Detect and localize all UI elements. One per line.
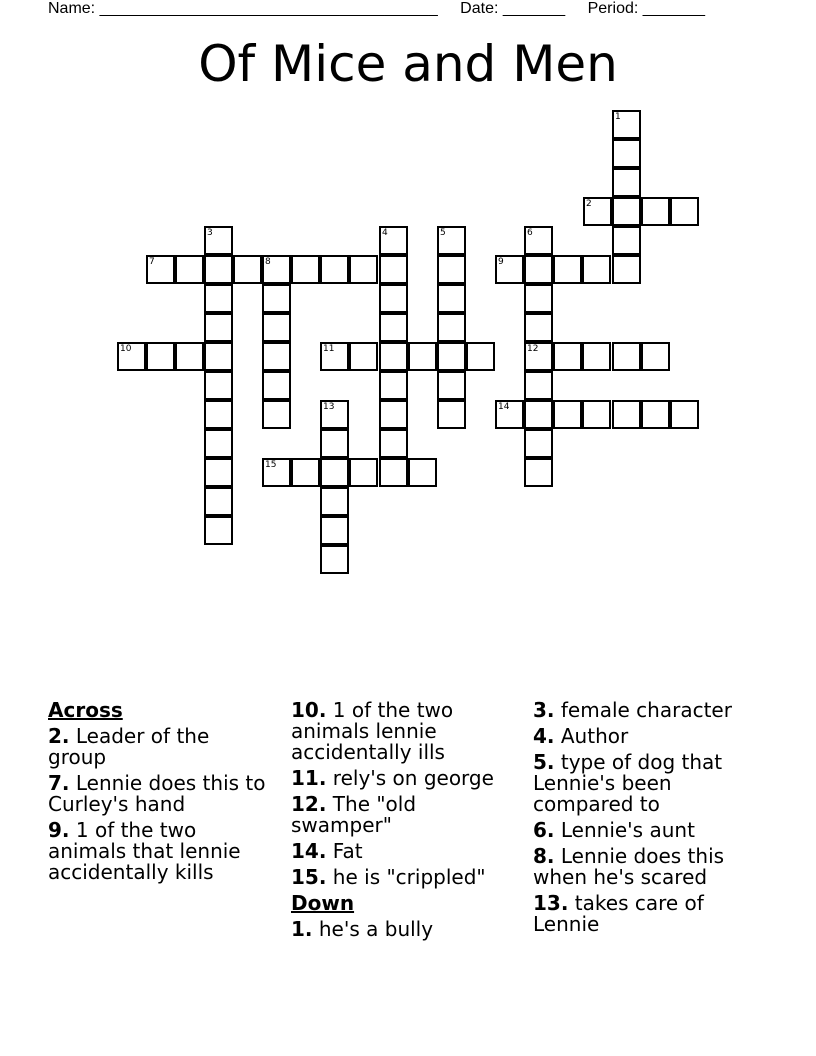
- clue-text: The "old swamper": [291, 792, 417, 837]
- crossword-cell[interactable]: [612, 255, 641, 284]
- cell-number: 1: [615, 112, 621, 122]
- clue-text: 1 of the two animals that lennie accidentally kills: [48, 818, 241, 884]
- crossword-cell[interactable]: [349, 255, 378, 284]
- clue-item: [533, 700, 773, 721]
- crossword-cell[interactable]: [670, 400, 699, 429]
- date-field-label[interactable]: Date: _______: [460, 0, 566, 17]
- crossword-cell[interactable]: [379, 458, 408, 487]
- crossword-cell[interactable]: [262, 313, 291, 342]
- clue-item: [291, 794, 516, 836]
- crossword-cell[interactable]: [612, 110, 641, 139]
- crossword-cell[interactable]: [495, 255, 524, 284]
- cell-number: 9: [498, 257, 504, 267]
- crossword-cell[interactable]: [379, 313, 408, 342]
- crossword-cell[interactable]: [204, 313, 233, 342]
- crossword-cell[interactable]: [612, 400, 641, 429]
- crossword-cell[interactable]: [175, 342, 204, 371]
- crossword-cell[interactable]: [612, 226, 641, 255]
- crossword-cell[interactable]: [524, 255, 553, 284]
- crossword-cell[interactable]: [524, 284, 553, 313]
- across-clue-list-2: [291, 700, 516, 888]
- clue-text: Fat: [326, 839, 363, 863]
- crossword-cell[interactable]: [437, 342, 466, 371]
- cell-number: 15: [265, 460, 277, 470]
- clue-number: 9.: [48, 818, 70, 842]
- down-clue-list-1: [291, 919, 516, 940]
- crossword-cell[interactable]: [408, 458, 437, 487]
- crossword-cell[interactable]: [437, 255, 466, 284]
- crossword-cell[interactable]: [117, 342, 146, 371]
- crossword-cell[interactable]: [612, 197, 641, 226]
- crossword-cell[interactable]: [437, 226, 466, 255]
- clue-text: rely's on george: [326, 766, 494, 790]
- crossword-cell[interactable]: [612, 168, 641, 197]
- clue-number: 14.: [291, 839, 327, 863]
- crossword-cell[interactable]: [262, 284, 291, 313]
- clue-item: [48, 773, 273, 815]
- crossword-cell[interactable]: [582, 255, 611, 284]
- clue-number: 6.: [533, 818, 555, 842]
- crossword-cell[interactable]: [146, 255, 175, 284]
- clue-text: Author: [554, 724, 629, 748]
- clue-number: 10.: [291, 698, 327, 722]
- crossword-cell[interactable]: [262, 255, 291, 284]
- clue-number: 8.: [533, 844, 555, 868]
- crossword-cell[interactable]: [524, 342, 553, 371]
- crossword-cell[interactable]: [641, 400, 670, 429]
- crossword-cell[interactable]: [349, 342, 378, 371]
- cell-number: 13: [323, 402, 335, 412]
- clue-text: 1 of the two animals lennie accidentally ills: [291, 698, 454, 764]
- crossword-cell[interactable]: [233, 255, 262, 284]
- crossword-cell[interactable]: [379, 342, 408, 371]
- crossword-cell[interactable]: [320, 342, 349, 371]
- cell-number: 5: [440, 228, 446, 238]
- crossword-cell[interactable]: [262, 342, 291, 371]
- crossword-cell[interactable]: [437, 284, 466, 313]
- crossword-cell[interactable]: [553, 255, 582, 284]
- crossword-cell[interactable]: [204, 487, 233, 516]
- clue-text: Lennie does this when he's scared: [533, 844, 725, 889]
- clue-number: 12.: [291, 792, 327, 816]
- clue-number: 7.: [48, 771, 70, 795]
- crossword-cell[interactable]: [320, 516, 349, 545]
- crossword-cell[interactable]: [379, 255, 408, 284]
- crossword-cell[interactable]: [175, 255, 204, 284]
- clue-text: he is "crippled": [326, 865, 486, 889]
- crossword-cell[interactable]: [524, 371, 553, 400]
- crossword-cell[interactable]: [262, 400, 291, 429]
- across-clue-list-1: [48, 726, 273, 883]
- crossword-cell[interactable]: [641, 197, 670, 226]
- cell-number: 4: [382, 228, 388, 238]
- crossword-cell[interactable]: [320, 400, 349, 429]
- clue-item: [533, 846, 773, 888]
- clue-item: [48, 726, 273, 768]
- crossword-cell[interactable]: [553, 342, 582, 371]
- crossword-cell[interactable]: [320, 255, 349, 284]
- crossword-cell[interactable]: [612, 139, 641, 168]
- crossword-cell[interactable]: [204, 516, 233, 545]
- clue-text: he's a bully: [312, 917, 434, 941]
- cell-number: 12: [527, 344, 539, 354]
- down-heading: Down: [291, 891, 355, 915]
- crossword-cell[interactable]: [204, 342, 233, 371]
- clue-text: Lennie's aunt: [554, 818, 695, 842]
- crossword-cell[interactable]: [204, 429, 233, 458]
- clue-item: [291, 867, 516, 888]
- clues-column-1: [48, 700, 273, 888]
- crossword-cell[interactable]: [204, 284, 233, 313]
- clue-number: 5.: [533, 750, 555, 774]
- crossword-cell[interactable]: [612, 342, 641, 371]
- crossword-cell[interactable]: [408, 342, 437, 371]
- crossword-cell[interactable]: [320, 545, 349, 574]
- cell-number: 7: [149, 257, 155, 267]
- crossword-cell[interactable]: [524, 458, 553, 487]
- crossword-cell[interactable]: [204, 255, 233, 284]
- crossword-cell[interactable]: [204, 226, 233, 255]
- crossword-cell[interactable]: [466, 342, 495, 371]
- crossword-cell[interactable]: [582, 342, 611, 371]
- cell-number: 3: [207, 228, 213, 238]
- crossword-cell[interactable]: [379, 429, 408, 458]
- crossword-cell[interactable]: [670, 197, 699, 226]
- crossword-cell[interactable]: [583, 197, 612, 226]
- crossword-cell[interactable]: [524, 429, 553, 458]
- crossword-cell[interactable]: [291, 458, 320, 487]
- crossword-cell[interactable]: [204, 400, 233, 429]
- crossword-cell[interactable]: [437, 371, 466, 400]
- clue-item: [533, 752, 773, 815]
- clue-number: 3.: [533, 698, 555, 722]
- clue-text: Lennie does this to Curley's hand: [48, 771, 266, 816]
- crossword-cell[interactable]: [553, 400, 582, 429]
- clue-item: [291, 700, 516, 763]
- crossword-cell[interactable]: [320, 487, 349, 516]
- clue-number: 15.: [291, 865, 327, 889]
- crossword-cell[interactable]: [204, 371, 233, 400]
- clue-number: 2.: [48, 724, 70, 748]
- clue-text: type of dog that Lennie's been compared to: [533, 750, 723, 816]
- crossword-cell[interactable]: [146, 342, 175, 371]
- clues-column-2: [291, 700, 516, 945]
- crossword-cell[interactable]: [524, 313, 553, 342]
- crossword-cell[interactable]: [379, 226, 408, 255]
- crossword-cell[interactable]: [437, 400, 466, 429]
- clue-number: 1.: [291, 917, 313, 941]
- crossword-cell[interactable]: [379, 284, 408, 313]
- crossword-cell[interactable]: [524, 226, 553, 255]
- crossword-cell[interactable]: [641, 342, 670, 371]
- cell-number: 2: [586, 199, 592, 209]
- clue-item: [291, 768, 516, 789]
- cell-number: 8: [265, 257, 271, 267]
- cell-number: 6: [527, 228, 533, 238]
- clue-text: Leader of the group: [48, 724, 210, 769]
- crossword-cell[interactable]: [262, 458, 291, 487]
- crossword-cell[interactable]: [262, 371, 291, 400]
- clue-number: 13.: [533, 891, 569, 915]
- clue-text: takes care of Lennie: [533, 891, 704, 936]
- crossword-cell[interactable]: [437, 313, 466, 342]
- crossword-cell[interactable]: [379, 400, 408, 429]
- clue-item: [291, 841, 516, 862]
- clue-text: female character: [554, 698, 732, 722]
- clue-item: [533, 726, 773, 747]
- crossword-cell[interactable]: [379, 371, 408, 400]
- cell-number: 14: [498, 402, 510, 412]
- period-field-label[interactable]: Period: _______: [587, 0, 706, 17]
- crossword-cell[interactable]: [204, 458, 233, 487]
- clue-item: [533, 893, 773, 935]
- name-field-label[interactable]: Name: ______________________________________: [48, 0, 438, 17]
- clue-number: 4.: [533, 724, 555, 748]
- crossword-cell[interactable]: [495, 400, 524, 429]
- clue-item: [533, 820, 773, 841]
- across-heading: Across: [48, 698, 123, 722]
- crossword-cell[interactable]: [320, 458, 349, 487]
- cell-number: 11: [323, 344, 335, 354]
- clue-item: [291, 919, 516, 940]
- crossword-cell[interactable]: [582, 400, 611, 429]
- clue-number: 11.: [291, 766, 327, 790]
- clues-column-3: [533, 700, 773, 940]
- clue-item: [48, 820, 273, 883]
- crossword-cell[interactable]: [349, 458, 378, 487]
- cell-number: 10: [120, 344, 132, 354]
- crossword-cell[interactable]: [524, 400, 553, 429]
- crossword-cell[interactable]: [320, 429, 349, 458]
- page-title: Of Mice and Men: [198, 35, 618, 93]
- crossword-cell[interactable]: [291, 255, 320, 284]
- down-clue-list-2: [533, 700, 773, 935]
